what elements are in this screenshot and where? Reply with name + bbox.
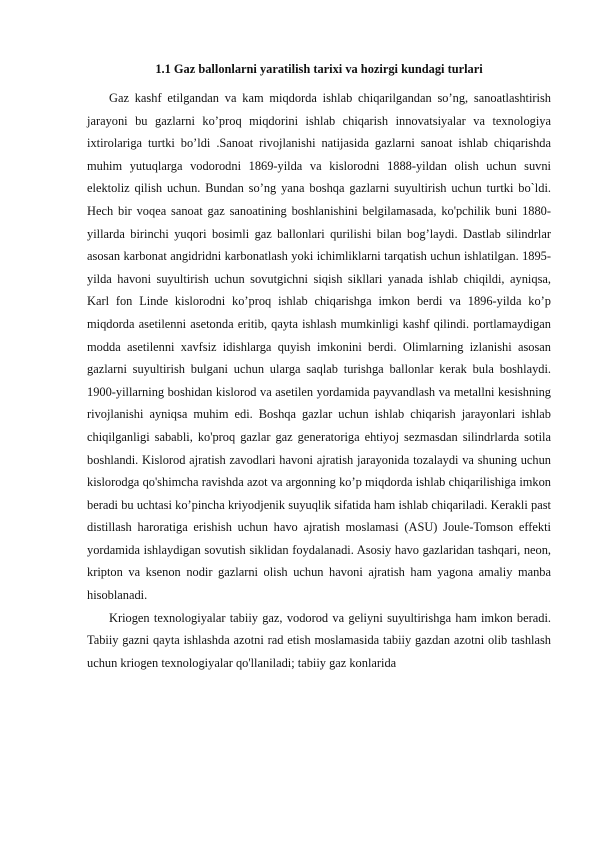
section-title: 1.1 Gaz ballonlarni yaratilish tarixi va hozirgi kundagi turlari — [155, 62, 483, 76]
document-page — [87, 0, 551, 674]
paragraph-history: Gaz kashf etilgandan va kam miqdorda ishlab chiqarilgandan so’ng, sanoatlashtirish jarayoni bu gazlarni ko’proq miqdorini ishlab chiqarish innovatsiyalar va texnologiya ixtirolariga turtki bo’ldi .Sanoat rivojlanishi natijasida gazlarni sanoat ishlab chiqarishda muhim yutuqlarga vodorodni 1869-yilda va kislorodni 1888-yildan olish uchun suvni elektoliz qilish uchun. Bundan so’ng yana boshqa gazlarni suyultirish uchun turtki bo`ldi. Hech bir voqea sanoat gaz sanoatining boshlanishini belgilamasada, ko'pchilik buni 1880-yillarda birinchi yuqori bosimli gaz ballonlari qurilishi bilan bog’laydi. Dastlab silindrlar asosan karbonat angidridni karbonatlash yoki ichimliklarni tarqatish uchun ishlatilgan. 1895-yilda havoni suyultirish uchun sovutgichni siqish sikllari yanada ishlab chiqildi, ayniqsa, Karl fon Linde kislorodni ko’proq ishlab chiqarishga imkon berdi va 1896-yilda ko’p miqdorda asetilenni asetonda eritib, qayta ishlash mumkinligi kashf qilindi. portlamaydigan modda asetilenni xavfsiz idishlarga quyish imkonini berdi. Olimlarning izlanishi asosan gazlarni suyultirish bulgani uchun ularga saqlab turishga ballonlar kerak bula boshlaydi. 1900-yillarning boshidan kislorod va asetilen yordamida payvandlash va metallni kesishning rivojlanishi ayniqsa muhim edi. Boshqa gazlar uchun ishlab chiqarish jarayonlari ishlab chiqilganligi sababli, ko'proq gazlar gaz generatoriga ehtiyoj sezmasdan silindrlarda sotila boshlandi. Kislorod ajratish zavodlari havoni ajratish jarayonida tozalaydi va shuning uchun kislorodga qo'shimcha ravishda azot va argonning ko’p miqdorda ishlab chiqarilishiga imkon beradi bu uchtasi ko’pincha kriyodjenik suyuqlik sifatida ham ishlab chiqariladi. Kerakli past distillash haroratiga erishish uchun havo ajratish moslamasi (ASU) Joule-Tomson effekti yordamida ishlaydigan sovutish siklidan foydalanadi. Asosiy havo gazlaridan tashqari, neon, kripton va ksenon nodir gazlarni olish uchun havoni ajratish ham yagona amaliy manba hisoblanadi. — [87, 91, 551, 603]
paragraph-cryogenic: Kriogen texnologiyalar tabiiy gaz, vodorod va geliyni suyultirishga ham imkon beradi. Tabiiy gazni qayta ishlashda azotni rad etish moslamasida tabiiy gazdan azotni olib tashlash uchun kriogen texnologiyalar qo'llaniladi; tabiiy gaz konlarida — [87, 610, 551, 670]
